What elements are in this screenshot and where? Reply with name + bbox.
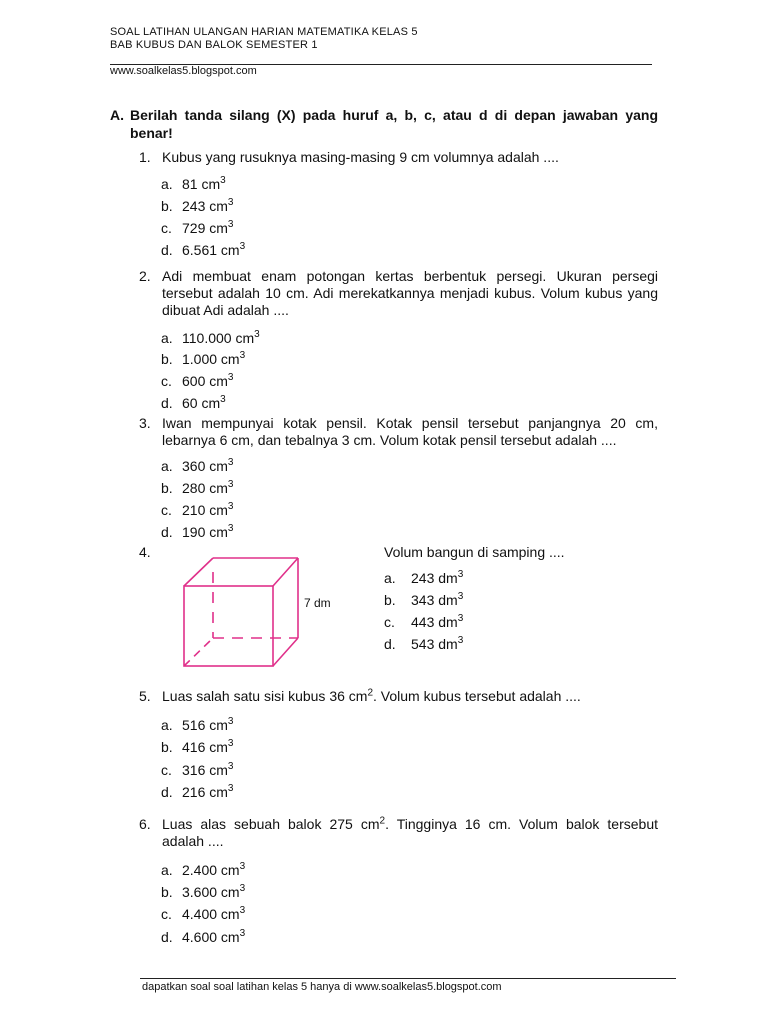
- cube-hidden-edge: [184, 638, 213, 666]
- option-value: 729 $cm^3$: [182, 219, 234, 236]
- option-value: 216 $cm^3$: [182, 783, 234, 800]
- option-value: 243 $cm^3$: [182, 197, 234, 214]
- option-value: 360 $cm^3$: [182, 457, 234, 474]
- question-number: 5.: [139, 688, 151, 704]
- option-value: 343 $dm^3$: [411, 591, 464, 608]
- header-subtitle: BAB KUBUS DAN BALOK SEMESTER 1: [110, 39, 318, 51]
- option-letter: c.: [161, 373, 172, 389]
- option-value: 280 $cm^3$: [182, 479, 234, 496]
- option-letter: d.: [161, 929, 173, 945]
- question-text: Iwan mempunyai kotak pensil. Kotak pensil tersebut panjangnya 20 cm, lebarnya 6 cm, dan tebalnya 3 cm. Volum kotak pensil tersebut adalah ....: [162, 415, 658, 448]
- option-value: 81 $cm^3$: [182, 175, 226, 192]
- option-value: 416 $cm^3$: [182, 738, 234, 755]
- question-4-text: Volum bangun di samping ....: [384, 544, 565, 560]
- question-number: 6.: [139, 816, 151, 832]
- cube-edges: [184, 558, 298, 666]
- question-text: Kubus yang rusuknya masing-masing 9 cm volumnya adalah ....: [162, 149, 559, 165]
- question-6: [139, 816, 658, 850]
- option-letter: c.: [384, 614, 395, 630]
- option-value: 600 $cm^3$: [182, 372, 234, 389]
- option-letter: d.: [161, 395, 173, 411]
- option-letter: d.: [161, 524, 173, 540]
- option-value: 4.600 $cm^3$: [182, 928, 246, 945]
- question-number: 2.: [139, 268, 151, 284]
- option-letter: a.: [384, 570, 396, 586]
- option-letter: d.: [161, 784, 173, 800]
- option-letter: a.: [161, 330, 173, 346]
- option-value: 190 $cm^3$: [182, 523, 234, 540]
- option-letter: b.: [161, 739, 173, 755]
- option-value: 6.561 $cm^3$: [182, 241, 246, 258]
- section-instruction: [110, 106, 658, 142]
- cube-figure: [182, 556, 304, 669]
- header-url: www.soalkelas5.blogspot.com: [110, 65, 257, 77]
- option-letter: b.: [161, 480, 173, 496]
- question-3: [139, 415, 658, 449]
- option-value: 1.000 $cm^3$: [182, 350, 246, 367]
- option-value: 4.400 $cm^3$: [182, 905, 246, 922]
- option-letter: a.: [161, 458, 173, 474]
- option-value: 516 $cm^3$: [182, 716, 234, 733]
- question-text: Luas alas sebuah balok 275 $cm^2$. Tingginya 16 cm. Volum balok tersebut adalah ....: [162, 815, 658, 849]
- instruction-text: Berilah tanda silang (X) pada huruf a, b, c, atau d di depan jawaban yang benar!: [130, 107, 658, 141]
- question-text: Luas salah satu sisi kubus 36 $cm^2$. Volum kubus tersebut adalah ....: [162, 687, 581, 704]
- cube-edge: [184, 558, 213, 586]
- option-letter: a.: [161, 862, 173, 878]
- option-value: 3.600 $cm^3$: [182, 883, 246, 900]
- question-2: [139, 268, 658, 319]
- option-letter: c.: [161, 906, 172, 922]
- option-value: 60 $cm^3$: [182, 394, 226, 411]
- option-letter: c.: [161, 502, 172, 518]
- option-value: 543 $dm^3$: [411, 635, 464, 652]
- option-value: 2.400 $cm^3$: [182, 861, 246, 878]
- option-letter: c.: [161, 762, 172, 778]
- question-4-number: 4.: [139, 544, 151, 560]
- document-header: [110, 26, 418, 52]
- option-value: 110.000 $cm^3$: [182, 329, 260, 346]
- option-value: 210 $cm^3$: [182, 501, 234, 518]
- option-letter: b.: [161, 884, 173, 900]
- footer-divider: [140, 978, 676, 979]
- option-letter: b.: [161, 351, 173, 367]
- section-label: A.: [110, 107, 124, 123]
- header-title: SOAL LATIHAN ULANGAN HARIAN MATEMATIKA KELAS 5: [110, 26, 418, 38]
- option-value: 316 $cm^3$: [182, 761, 234, 778]
- option-value: 243 $dm^3$: [411, 569, 464, 586]
- footer-text: dapatkan soal soal latihan kelas 5 hanya di www.soalkelas5.blogspot.com: [142, 981, 502, 993]
- option-letter: c.: [161, 220, 172, 236]
- option-letter: d.: [161, 242, 173, 258]
- cube-edge: [273, 558, 298, 586]
- option-letter: b.: [384, 592, 396, 608]
- option-letter: b.: [161, 198, 173, 214]
- question-text: Adi membuat enam potongan kertas berbentuk persegi. Ukuran persegi tersebut adalah 10 cm. Adi merekatkannya menjadi kubus. Volum kubus yang dibuat Adi adalah ....: [162, 268, 658, 318]
- option-letter: d.: [384, 636, 396, 652]
- option-letter: a.: [161, 717, 173, 733]
- question-5: [139, 688, 658, 705]
- cube-edge: [273, 638, 298, 666]
- option-letter: a.: [161, 176, 173, 192]
- question-1: [139, 149, 658, 166]
- cube-dimension-label: 7 dm: [304, 596, 331, 610]
- option-value: 443 $dm^3$: [411, 613, 464, 630]
- question-number: 3.: [139, 415, 151, 431]
- question-number: 1.: [139, 149, 151, 165]
